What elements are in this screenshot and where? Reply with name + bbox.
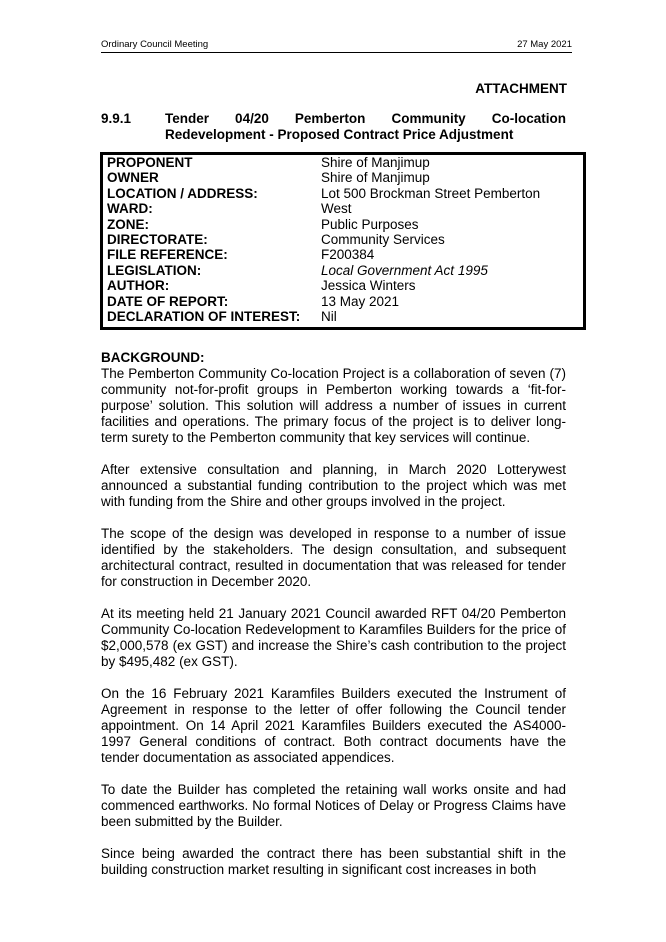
detail-value: Lot 500 Brockman Street Pemberton <box>321 185 541 201</box>
paragraph: Since being awarded the contract there has been substantial shift in the building construction market resulting in significant cost increases in both <box>101 846 566 877</box>
detail-label: ZONE: <box>107 216 149 232</box>
detail-value: Shire of Manjimup <box>321 155 430 170</box>
detail-label: FILE REFERENCE: <box>107 247 228 263</box>
paragraph: After extensive consultation and planning, in March 2020 Lotterywest announced a substantial funding contribution to the project which was met with funding from the Shire and other groups involved in the project. <box>101 462 566 509</box>
detail-label: PROPONENT <box>107 155 193 170</box>
detail-row <box>103 294 583 309</box>
detail-label: LEGISLATION: <box>107 262 202 278</box>
detail-value: Community Services <box>321 231 445 247</box>
paragraph: To date the Builder has completed the retaining wall works onsite and had commenced earthworks. No formal Notices of Delay or Progress Claims have been submitted by the Builder. <box>101 782 566 829</box>
meeting-date: 27 May 2021 <box>517 39 572 50</box>
detail-value: F200384 <box>321 247 375 263</box>
detail-row <box>103 278 583 293</box>
item-number: 9.9.1 <box>101 111 132 126</box>
paragraph: The scope of the design was developed in response to a number of issue identified by the stakeholders. The design consultation, and subsequent architectural contract, resulted in documentation that was released for tender for construction in December 2020. <box>101 526 566 589</box>
detail-row <box>103 186 583 201</box>
detail-row <box>103 217 583 232</box>
detail-row <box>103 309 583 324</box>
detail-label: OWNER <box>107 170 159 186</box>
paragraph: At its meeting held 21 January 2021 Council awarded RFT 04/20 Pemberton Community Co-location Redevelopment to Karamfiles Builders for the price of $2,000,578 (ex GST) and increase the Shire’s cash contribution to the project by $495,482 (ex GST). <box>101 606 566 669</box>
title-line-1: Tender 04/20 Pemberton Community Co-location <box>165 111 566 126</box>
detail-label: DECLARATION OF INTEREST: <box>107 308 301 324</box>
detail-value: Local Government Act 1995 <box>321 262 488 278</box>
report-title <box>101 111 566 143</box>
detail-row <box>103 247 583 262</box>
section-heading: BACKGROUND: <box>101 350 205 365</box>
meeting-name: Ordinary Council Meeting <box>101 39 209 50</box>
detail-label: DIRECTORATE: <box>107 231 208 247</box>
detail-value: 13 May 2021 <box>321 293 400 309</box>
detail-value: Jessica Winters <box>321 278 416 294</box>
detail-value: West <box>321 201 352 217</box>
detail-label: AUTHOR: <box>107 278 170 294</box>
report-details-box <box>100 152 586 330</box>
detail-row <box>103 232 583 247</box>
page-header <box>101 38 572 53</box>
detail-row <box>103 155 583 170</box>
detail-value: Public Purposes <box>321 216 419 232</box>
attachment-label: ATTACHMENT <box>475 81 567 96</box>
detail-label: WARD: <box>107 201 153 217</box>
detail-value: Shire of Manjimup <box>321 170 430 186</box>
detail-row <box>103 201 583 216</box>
detail-label: DATE OF REPORT: <box>107 293 229 309</box>
background-section <box>101 350 566 878</box>
title-line-2: Redevelopment - Proposed Contract Price Adjustment <box>165 127 514 142</box>
detail-row <box>103 170 583 185</box>
detail-row <box>103 263 583 278</box>
paragraph: The Pemberton Community Co-location Project is a collaboration of seven (7) community not-for-profit groups in Pemberton working towards a ‘fit-for-purpose’ solution. This solution will address a number of issues in current facilities and operations. The primary focus of the project is to deliver long-term surety to the Pemberton community that key services will continue. <box>101 366 566 445</box>
detail-value: Nil <box>321 308 337 324</box>
paragraph: On the 16 February 2021 Karamfiles Builders executed the Instrument of Agreement in response to the letter of offer following the Council tender appointment. On 14 April 2021 Karamfiles Builders executed the AS4000-1997 General conditions of contract. Both contract documents have the tender documentation as associated appendices. <box>101 686 566 765</box>
detail-label: LOCATION / ADDRESS: <box>107 185 258 201</box>
